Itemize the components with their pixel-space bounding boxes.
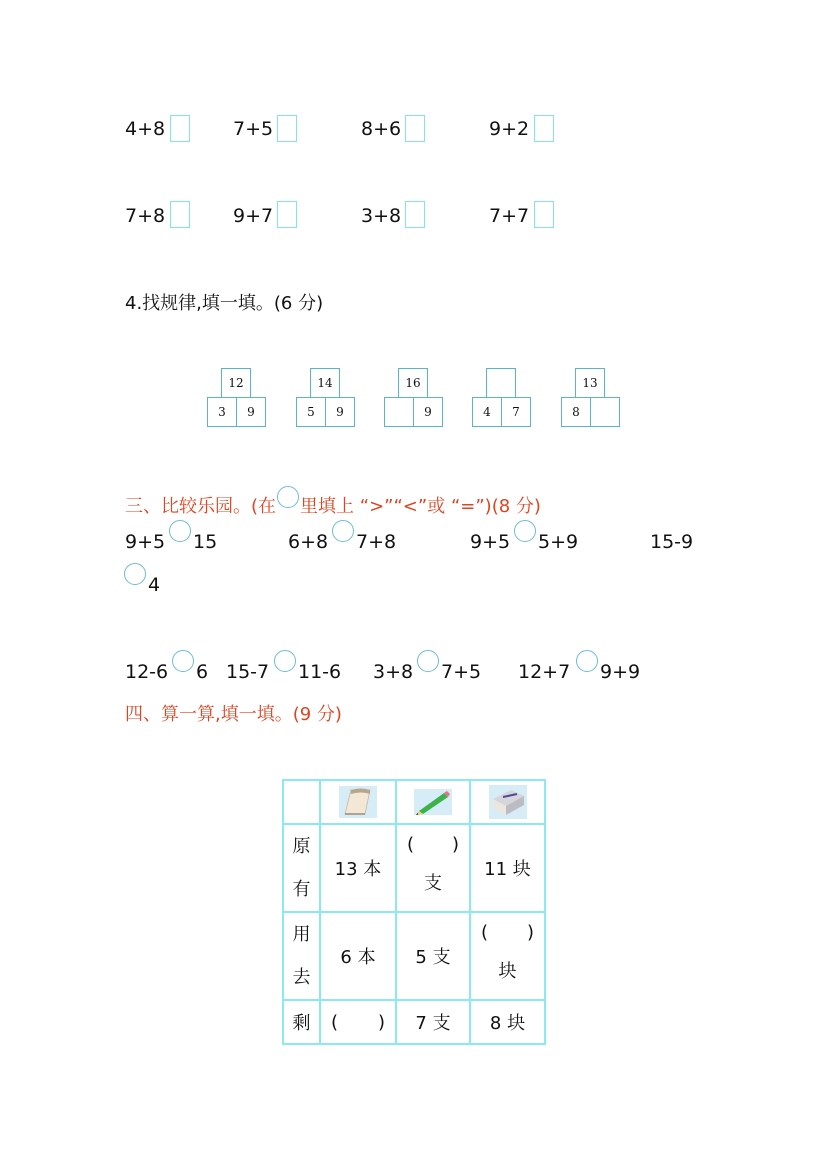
pattern-right-box[interactable]: 9 <box>236 397 266 427</box>
eraser-icon <box>489 785 527 819</box>
row-label-char: 用 <box>292 924 311 945</box>
paren-close: ) <box>377 1011 385 1033</box>
paren-open: ( <box>407 833 415 855</box>
compare-right: 6 <box>196 661 209 683</box>
paren-close: ) <box>526 921 534 943</box>
pattern-top-box[interactable]: 14 <box>310 368 340 398</box>
circle-symbol-icon <box>277 486 299 508</box>
compare-circle[interactable] <box>169 520 191 542</box>
answer-box[interactable] <box>534 115 554 142</box>
compare-circle[interactable] <box>124 563 146 585</box>
addition-expression: 3+8 <box>361 205 402 227</box>
table-cell: 6 本 <box>320 912 396 1000</box>
pattern-left-box[interactable]: 4 <box>472 397 502 427</box>
addition-expression: 8+6 <box>361 118 402 140</box>
paren-open: ( <box>481 921 489 943</box>
table-row <box>283 1000 545 1044</box>
compare-circle[interactable] <box>172 650 194 672</box>
pattern-left-box[interactable]: 5 <box>296 397 326 427</box>
row-label-char: 剩 <box>292 1013 311 1034</box>
answer-box[interactable] <box>277 201 297 228</box>
table-row <box>283 824 545 912</box>
table-row <box>283 912 545 1000</box>
compare-left: 9+5 <box>470 531 511 553</box>
table-header-cell <box>470 780 545 824</box>
answer-box[interactable] <box>534 201 554 228</box>
addition-expression: 7+5 <box>233 118 274 140</box>
pattern-top-box[interactable]: 13 <box>575 368 605 398</box>
table-cell: 13 本 <box>320 824 396 912</box>
row-label-char: 原 <box>292 836 311 857</box>
pattern-left-box[interactable] <box>384 397 414 427</box>
compare-circle[interactable] <box>417 650 439 672</box>
compare-circle[interactable] <box>274 650 296 672</box>
answer-box[interactable] <box>405 115 425 142</box>
pattern-right-box[interactable]: 9 <box>325 397 355 427</box>
pattern-right-box[interactable] <box>590 397 620 427</box>
compare-left: 12+7 <box>518 661 571 683</box>
compare-left: 6+8 <box>288 531 329 553</box>
table-cell-blank[interactable] <box>470 912 545 1000</box>
pattern-right-box[interactable]: 7 <box>501 397 531 427</box>
row-label <box>283 1000 320 1044</box>
table-cell: 7 支 <box>396 1000 470 1044</box>
pattern-left-box[interactable]: 8 <box>561 397 591 427</box>
table-header-cell <box>396 780 470 824</box>
pattern-top-box[interactable]: 12 <box>221 368 251 398</box>
answer-box[interactable] <box>170 115 190 142</box>
pattern-group <box>384 368 444 428</box>
pattern-group <box>472 368 532 428</box>
row-label <box>283 824 320 912</box>
section-title-pattern: 4.找规律,填一填。(6 分) <box>125 293 324 314</box>
answer-box[interactable] <box>405 201 425 228</box>
row-label-char: 去 <box>292 967 311 988</box>
compare-right: 15 <box>193 531 218 553</box>
answer-box[interactable] <box>277 115 297 142</box>
notepad-icon <box>339 786 377 818</box>
pencil-icon <box>414 789 452 815</box>
section-title-calc: 四、算一算,填一填。(9 分) <box>125 704 342 725</box>
compare-circle[interactable] <box>332 520 354 542</box>
addition-expression: 7+8 <box>125 205 166 227</box>
blank-parentheses[interactable] <box>471 922 544 943</box>
compare-left: 3+8 <box>373 661 414 683</box>
pattern-top-box[interactable]: 16 <box>398 368 428 398</box>
pattern-left-box[interactable]: 3 <box>207 397 237 427</box>
paren-open: ( <box>331 1011 339 1033</box>
section-title-compare-part2: 里填上 “>”“<”或 “=”)(8 分) <box>300 496 541 517</box>
unit-label: 块 <box>498 960 517 982</box>
table-cell-blank[interactable] <box>320 1000 396 1044</box>
table-header-cell <box>320 780 396 824</box>
blank-parentheses[interactable] <box>397 834 469 855</box>
pattern-group <box>207 368 267 428</box>
table-corner-cell <box>283 780 320 824</box>
addition-expression: 4+8 <box>125 118 166 140</box>
unit-label: 支 <box>424 872 442 894</box>
pattern-right-box[interactable]: 9 <box>413 397 443 427</box>
compare-right: 11-6 <box>298 661 342 683</box>
addition-expression: 9+7 <box>233 205 274 227</box>
pattern-group <box>296 368 356 428</box>
compare-right: 4 <box>148 574 161 596</box>
addition-expression: 9+2 <box>489 118 530 140</box>
table-cell: 11 块 <box>470 824 545 912</box>
row-label <box>283 912 320 1000</box>
compare-left: 15-9 <box>650 531 694 553</box>
table-cell: 5 支 <box>396 912 470 1000</box>
blank-parentheses[interactable] <box>321 1012 395 1033</box>
compare-left: 12-6 <box>125 661 169 683</box>
pattern-top-box[interactable] <box>486 368 516 398</box>
compare-right: 5+9 <box>538 531 579 553</box>
compare-circle[interactable] <box>576 650 598 672</box>
compare-circle[interactable] <box>514 520 536 542</box>
compare-right: 7+5 <box>441 661 482 683</box>
compare-left: 9+5 <box>125 531 166 553</box>
compare-right: 9+9 <box>600 661 641 683</box>
answer-box[interactable] <box>170 201 190 228</box>
section-title-compare <box>125 486 541 519</box>
addition-expression: 7+7 <box>489 205 530 227</box>
table-cell: 8 块 <box>470 1000 545 1044</box>
compare-right: 7+8 <box>356 531 397 553</box>
compare-left: 15-7 <box>226 661 270 683</box>
table-header-row <box>283 780 545 824</box>
table-cell-blank[interactable] <box>396 824 470 912</box>
section-title-compare-part1: 三、比较乐园。(在 <box>125 496 277 517</box>
inventory-table <box>282 779 546 1045</box>
paren-close: ) <box>451 833 459 855</box>
pattern-group <box>561 368 621 428</box>
row-label-char: 有 <box>292 879 311 900</box>
